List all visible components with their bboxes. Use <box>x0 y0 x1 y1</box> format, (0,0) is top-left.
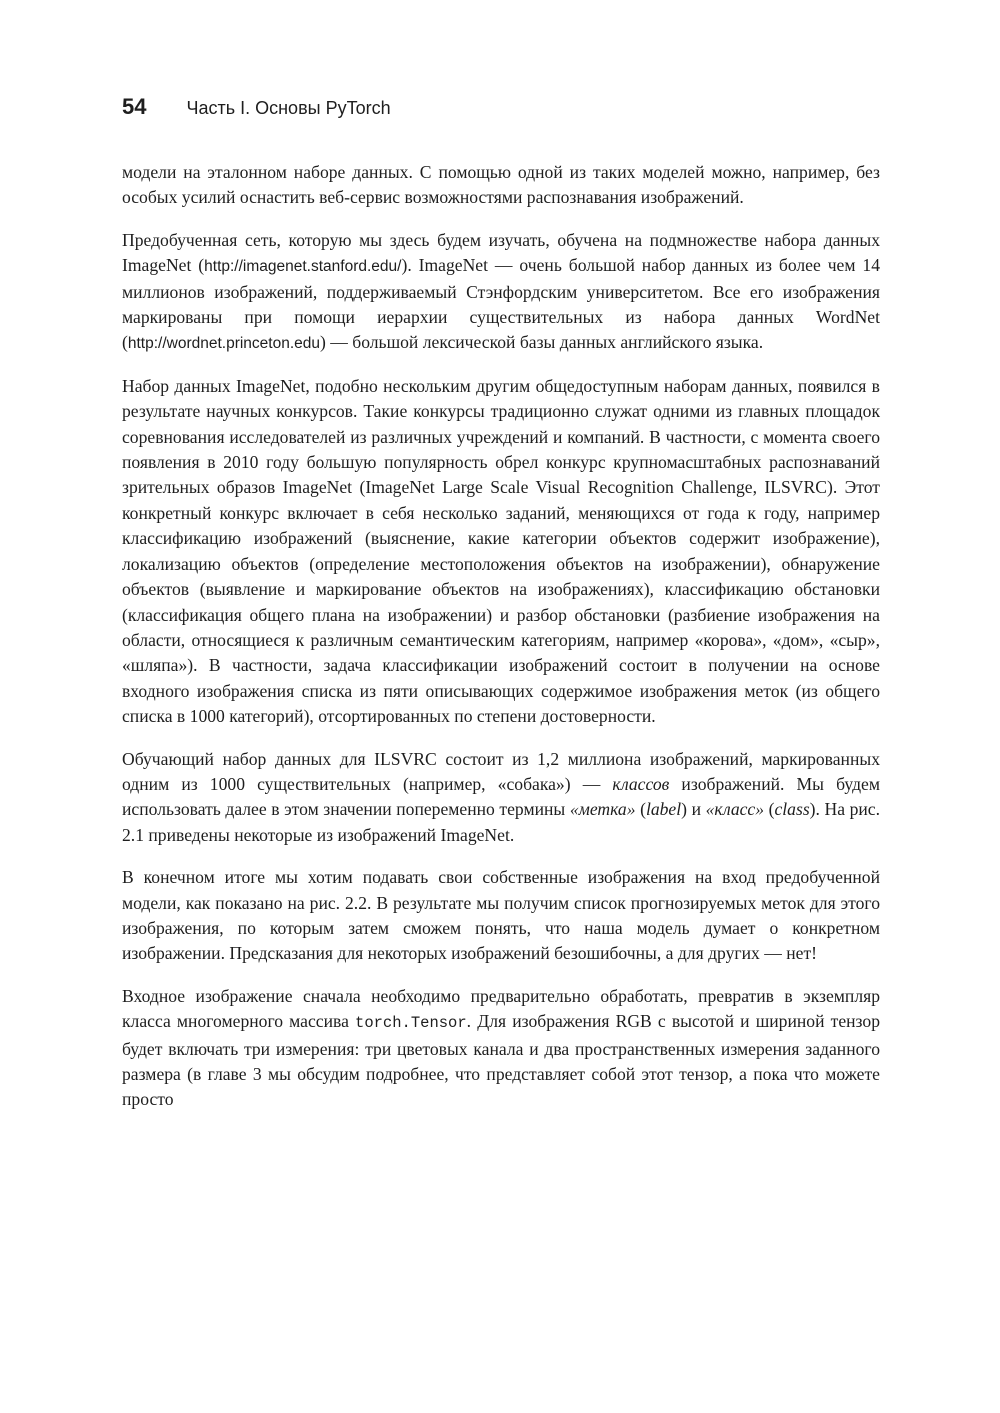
paragraph-5: В конечном итоге мы хотим подавать свои собственные изображения на вход предобученной модели, как показано на рис. 2.2. В результате мы получим список прогнозируемых меток для этого изображения, по которым затем сможем понять, что наша модель думает о конкретном изображении. Предсказания для некоторых изображений безошибочны, а для других — нет! <box>122 867 880 964</box>
term-label-en: label <box>645 799 682 820</box>
paragraph-3: Набор данных ImageNet, подобно нескольким другим общедоступным наборам данных, появился в результате научных конкурсов. Такие конкурсы традиционно служат одними из главных площадок соревнования исследователей из различных учреждений и компаний. В частности, с момента своего появления в 2010 году большую популярность обрел конкурс крупномасштабных распознаваний зрительных образов ImageNet (ImageNet Large Scale Visual Recognition Challenge, ILSVRC). Этот конкретный конкурс включает в себя несколько заданий, меняющихся от года к году, например классификацию изображений (выяснение, какие категории объектов содержит изображение), локализацию объектов (определение местоположения объектов на изображении), обнаружение объектов (выявление и маркирование объектов на изображениях), классификацию обстановки (классификация общего плана на изображении) и разбор обстановки (разбиение изображения на области, относящиеся к различным семантическим категориям, например «корова», «дом», «сыр», «шляпа»). В частности, задача классификации изображений состоит в получении на основе входного изображения списка из пяти описывающих содержимое изображения меток (из общего списка в 1000 категорий), отсортированных по степени достоверности. <box>122 375 880 727</box>
paragraph-4-text-5: ( <box>764 799 775 820</box>
imagenet-url-link[interactable]: http://imagenet.stanford.edu/ <box>204 258 402 276</box>
paragraph-4 <box>122 747 880 849</box>
paragraph-4-text-4: ) и <box>681 799 706 820</box>
wordnet-url-link[interactable]: http://wordnet.princeton.edu <box>127 335 321 353</box>
paragraph-4-text-2: изображений. Мы будем использовать далее в этом значении попеременно термины <box>122 773 880 820</box>
page-number: 54 <box>122 94 147 119</box>
term-classes: классов <box>612 773 670 794</box>
paragraph-4-text-1: Обучающий набор данных для ILSVRC состоит из 1,2 миллиона изображений, маркированных одним из 1000 существительных (например, «собака») — <box>122 748 880 794</box>
paragraph-2-text-2: ). ImageNet — очень большой набор данных из более чем 14 миллионов изображений, поддерживаемый Стэнфордским университетом. Все его изображения маркированы при помощи иерархии существительных из набора данных WordNet ( <box>122 255 880 353</box>
paragraph-2-text-3: ) — большой лексической базы данных английского языка. <box>320 332 764 353</box>
paragraph-2-text-1: Предобученная сеть, которую мы здесь будем изучать, обучена на подмножестве набора данных ImageNet ( <box>122 229 880 276</box>
term-label-ru: «метка» <box>569 799 636 820</box>
page-body <box>122 160 880 1130</box>
paragraph-2 <box>122 228 880 357</box>
term-class-en: class <box>774 799 810 820</box>
running-header <box>122 94 391 120</box>
paragraph-6-text-2: . Для изображения RGB с высотой и шириной тензор будет включать три измерения: три цветовых канала и два пространственных измерения заданного размера (в главе 3 мы обсудим подробнее, что представляет собой этот тензор, а пока что можете просто <box>122 1011 880 1110</box>
paragraph-4-text-6: ). На рис. 2.1 приведены некоторые из изображений ImageNet. <box>122 799 881 845</box>
running-title: Часть I. Основы PyTorch <box>186 98 391 118</box>
paragraph-4-text-3: ( <box>635 799 646 820</box>
term-class-ru: «класс» <box>705 799 765 820</box>
paragraph-6-text-1: Входное изображение сначала необходимо предварительно обработать, превратив в экземпляр класса многомерного массива <box>122 985 880 1032</box>
paragraph-1: модели на эталонном наборе данных. С помощью одной из таких моделей можно, например, без особых усилий оснастить веб-сервис возможностями распознавания изображений. <box>122 162 880 208</box>
paragraph-6 <box>122 984 880 1113</box>
code-torch-tensor: torch.Tensor <box>355 1014 467 1033</box>
